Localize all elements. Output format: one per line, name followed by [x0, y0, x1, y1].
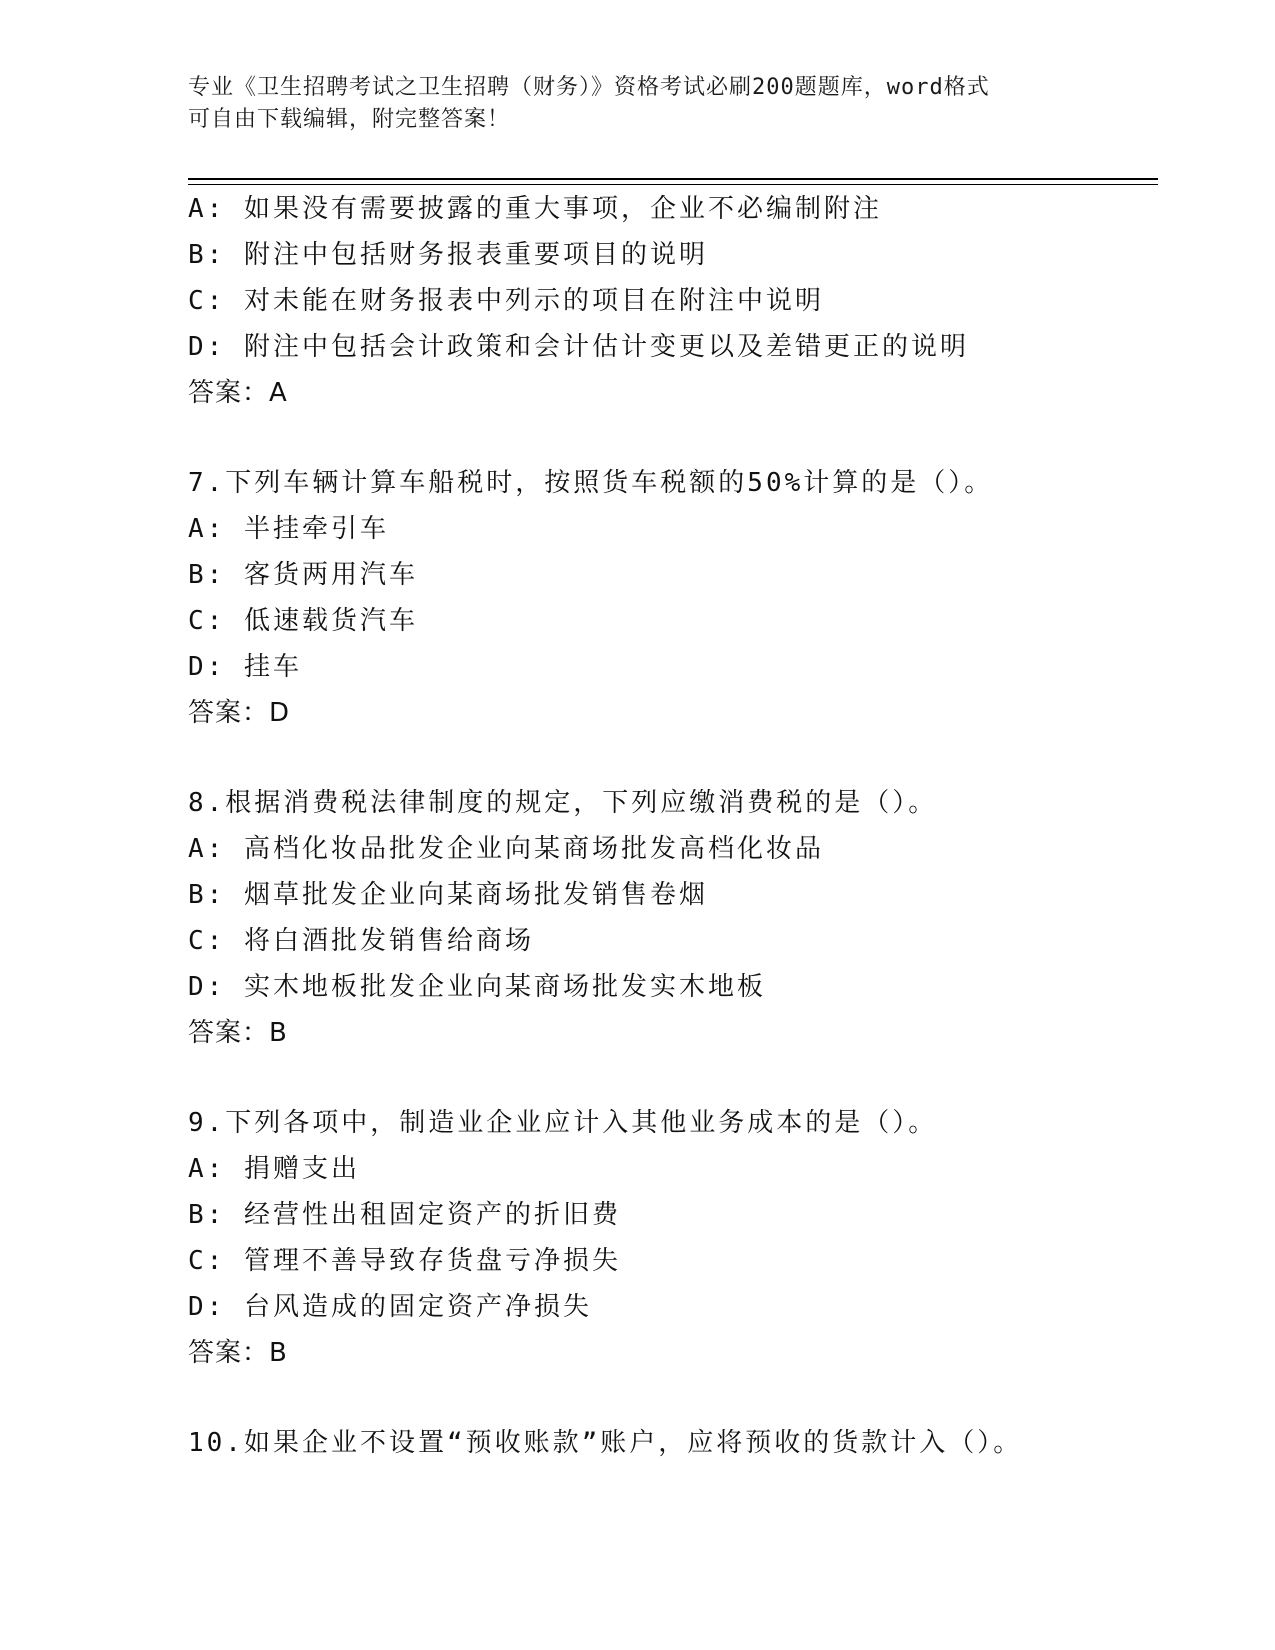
- option-b: B: 客货两用汽车: [188, 560, 418, 590]
- question-8: [188, 780, 1168, 1056]
- option-c: C: 管理不善导致存货盘亏净损失: [188, 1246, 621, 1276]
- header-line-1: 专业《卫生招聘考试之卫生招聘（财务）》资格考试必刷200题题库，word格式: [188, 75, 990, 100]
- question-stem: 10.如果企业不设置“预收账款”账户，应将预收的货款计入（）。: [188, 1428, 1023, 1458]
- option-c: C: 低速载货汽车: [188, 606, 418, 636]
- answer-line: 答案：B: [188, 1338, 288, 1368]
- header-divider-thin: [188, 184, 1158, 185]
- option-d: D: 挂车: [188, 652, 302, 682]
- option-a: A: 半挂牵引车: [188, 514, 389, 544]
- option-d: D: 台风造成的固定资产净损失: [188, 1292, 592, 1322]
- option-d: D: 实木地板批发企业向某商场批发实木地板: [188, 972, 766, 1002]
- question-stem: 7.下列车辆计算车船税时，按照货车税额的50%计算的是（）。: [188, 468, 994, 498]
- question-7: [188, 460, 1168, 736]
- question-stem: 9.下列各项中，制造业企业应计入其他业务成本的是（）。: [188, 1108, 938, 1138]
- option-a: A: 如果没有需要披露的重大事项，企业不必编制附注: [188, 194, 882, 224]
- option-b: B: 附注中包括财务报表重要项目的说明: [188, 240, 708, 270]
- option-b: B: 经营性出租固定资产的折旧费: [188, 1200, 621, 1230]
- header-line-2: 可自由下载编辑，附完整答案！: [188, 107, 511, 132]
- answer-line: 答案：A: [188, 378, 288, 408]
- option-a: A: 捐赠支出: [188, 1154, 360, 1184]
- option-d: D: 附注中包括会计政策和会计估计变更以及差错更正的说明: [188, 332, 969, 362]
- answer-line: 答案：B: [188, 1018, 288, 1048]
- question-stem: 8.根据消费税法律制度的规定，下列应缴消费税的是（）。: [188, 788, 938, 818]
- question-10: [188, 1420, 1168, 1466]
- option-b: B: 烟草批发企业向某商场批发销售卷烟: [188, 880, 708, 910]
- question-9: [188, 1100, 1168, 1376]
- question-list: [188, 186, 1168, 1466]
- answer-line: 答案：D: [188, 698, 291, 728]
- option-a: A: 高档化妆品批发企业向某商场批发高档化妆品: [188, 834, 824, 864]
- option-c: C: 对未能在财务报表中列示的项目在附注中说明: [188, 286, 824, 316]
- question-6-continued: [188, 186, 1168, 416]
- document-header: [188, 72, 1088, 136]
- option-c: C: 将白酒批发销售给商场: [188, 926, 534, 956]
- header-divider-thick: [188, 178, 1158, 180]
